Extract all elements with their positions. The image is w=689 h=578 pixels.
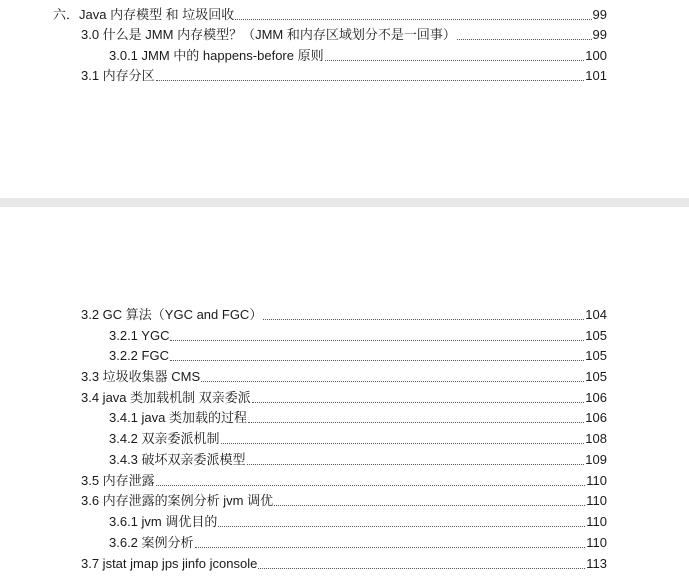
toc-entry-label: 3.2 GC 算法（YGC and FGC） <box>81 307 263 322</box>
toc-page-number: 106 <box>585 390 607 405</box>
toc-entry-label: 3.2.2 FGC <box>109 348 169 363</box>
toc-dot-leader <box>195 547 586 548</box>
toc-dot-leader <box>325 60 585 61</box>
toc-entry-label: 3.4 java 类加载机制 双亲委派 <box>81 390 251 405</box>
toc-entry[interactable] <box>81 552 607 572</box>
toc-page-number: 99 <box>592 27 607 42</box>
document-page-bottom <box>0 207 689 578</box>
toc-entry[interactable] <box>53 3 607 23</box>
toc-dot-leader <box>170 360 584 361</box>
toc-page-number: 104 <box>585 307 607 322</box>
toc-dot-leader <box>263 319 584 320</box>
toc-entry[interactable] <box>109 406 607 426</box>
toc-entry-label: 3.4.1 java 类加载的过程 <box>109 410 247 425</box>
toc-entry[interactable] <box>109 510 607 530</box>
toc-entry[interactable] <box>109 44 607 64</box>
toc-page-number: 106 <box>585 410 607 425</box>
toc-entry[interactable] <box>81 386 607 406</box>
toc-entry-label: 3.7 jstat jmap jps jinfo jconsole <box>81 556 258 571</box>
toc-page-number: 110 <box>586 514 607 529</box>
toc-page-number: 101 <box>585 68 607 83</box>
toc-dot-leader <box>247 464 585 465</box>
document-page-top <box>0 0 689 198</box>
toc-entry-label: 3.6 内存泄露的案例分析 jvm 调优 <box>81 493 274 508</box>
toc-entry-label: 3.1 内存分区 <box>81 68 155 83</box>
toc-entry[interactable] <box>81 365 607 385</box>
toc-entry-label: 3.6.2 案例分析 <box>109 535 194 550</box>
toc-page-number: 108 <box>585 431 607 446</box>
toc-page-number: 110 <box>586 493 607 508</box>
toc-entry[interactable] <box>81 489 607 509</box>
toc-entry-label: 3.4.3 破坏双亲委派模型 <box>109 452 246 467</box>
toc-dot-leader <box>274 505 585 506</box>
toc-page-number: 110 <box>586 535 607 550</box>
toc-dot-leader <box>156 485 586 486</box>
toc-page-number: 109 <box>585 452 607 467</box>
toc-entry[interactable] <box>81 469 607 489</box>
toc-page-number: 105 <box>585 369 607 384</box>
toc-page-number: 110 <box>586 473 607 488</box>
toc-entry-label: 3.4.2 双亲委派机制 <box>109 431 220 446</box>
toc-entry-label: 3.0.1 JMM 中的 happens-before 原则 <box>109 48 324 63</box>
toc-dot-leader <box>218 526 585 527</box>
toc-page-number: 105 <box>585 328 607 343</box>
toc-page-number: 100 <box>585 48 607 63</box>
toc-dot-leader <box>457 39 592 40</box>
toc-entry[interactable] <box>109 448 607 468</box>
toc-entry-label: 3.0 什么是 JMM 内存模型？（JMM 和内存区域划分不是一回事） <box>81 27 456 42</box>
toc-entry[interactable] <box>109 531 607 551</box>
toc-entry[interactable] <box>109 324 607 344</box>
toc-entry[interactable] <box>81 64 607 84</box>
toc-entry[interactable] <box>109 344 607 364</box>
toc-dot-leader <box>221 443 585 444</box>
toc-dot-leader <box>258 568 585 569</box>
toc-entry-label: 3.6.1 jvm 调优目的 <box>109 514 218 529</box>
toc-entry[interactable] <box>109 427 607 447</box>
toc-page-number: 99 <box>592 7 607 22</box>
toc-entry-label: 六．Java 内存模型 和 垃圾回收 <box>53 7 235 22</box>
toc-dot-leader <box>235 19 591 20</box>
toc-dot-leader <box>156 80 585 81</box>
page-separator <box>0 198 689 207</box>
toc-page-number: 105 <box>585 348 607 363</box>
toc-dot-leader <box>201 381 584 382</box>
toc-entry-label: 3.3 垃圾收集器 CMS <box>81 369 201 384</box>
toc-dot-leader <box>170 340 584 341</box>
toc-entry-label: 3.2.1 YGC <box>109 328 170 343</box>
toc-entry[interactable] <box>81 23 607 43</box>
toc-page-number: 113 <box>586 556 607 571</box>
toc-entry-label: 3.5 内存泄露 <box>81 473 155 488</box>
toc-entry[interactable] <box>81 303 607 323</box>
toc-dot-leader <box>252 402 585 403</box>
toc-dot-leader <box>248 422 584 423</box>
